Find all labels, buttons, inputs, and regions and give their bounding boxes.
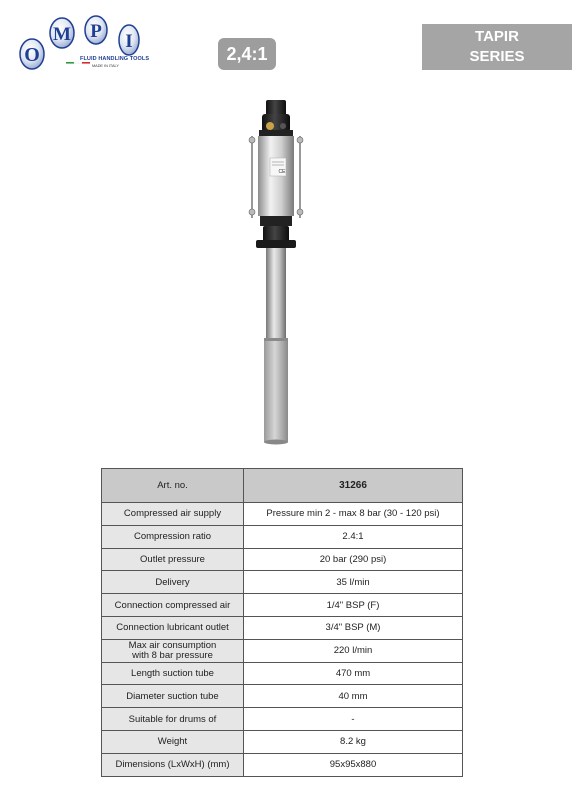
series-label: SERIES bbox=[469, 48, 525, 65]
logo-letter-m: M bbox=[53, 24, 71, 45]
spec-label-line2: with 8 bar pressure bbox=[132, 649, 213, 661]
spec-label: Outlet pressure bbox=[102, 548, 244, 571]
spec-row-compression-ratio bbox=[102, 525, 463, 548]
spec-header-label: Art. no. bbox=[102, 469, 244, 503]
logo-letter-p: P bbox=[90, 21, 102, 42]
logo-letter-i: I bbox=[125, 31, 133, 52]
spec-label: Connection compressed air bbox=[102, 594, 244, 617]
logo-tagline: FLUID HANDLING TOOLS bbox=[80, 56, 150, 62]
spec-row-drums bbox=[102, 708, 463, 731]
spec-table bbox=[101, 468, 463, 777]
spec-label: Dimensions (LxWxH) (mm) bbox=[102, 753, 244, 776]
spec-value: 2.4:1 bbox=[244, 525, 463, 548]
spec-value: 95x95x880 bbox=[244, 753, 463, 776]
spec-value: 3/4" BSP (M) bbox=[244, 616, 463, 639]
spec-label: Delivery bbox=[102, 571, 244, 594]
spec-value: 8.2 kg bbox=[244, 730, 463, 753]
spec-row-connection-air bbox=[102, 594, 463, 617]
spec-label: Compression ratio bbox=[102, 525, 244, 548]
spec-value: 470 mm bbox=[244, 662, 463, 685]
pump-image bbox=[230, 90, 320, 452]
spec-row-weight bbox=[102, 730, 463, 753]
spec-row-air-consumption bbox=[102, 639, 463, 662]
spec-label: Length suction tube bbox=[102, 662, 244, 685]
spec-row-delivery bbox=[102, 571, 463, 594]
spec-label-line1: Max air consumption bbox=[128, 639, 217, 651]
series-box bbox=[422, 24, 572, 70]
spec-row-connection-outlet bbox=[102, 616, 463, 639]
ompi-logo bbox=[14, 14, 149, 74]
spec-label: Compressed air supply bbox=[102, 503, 244, 526]
article-number: 31266 bbox=[244, 469, 463, 503]
spec-label bbox=[102, 639, 244, 662]
spec-value: 1/4" BSP (F) bbox=[244, 594, 463, 617]
spec-header-row bbox=[102, 469, 463, 503]
series-name: TAPIR bbox=[475, 28, 519, 45]
spec-row-air-supply bbox=[102, 503, 463, 526]
spec-value: Pressure min 2 - max 8 bar (30 - 120 psi) bbox=[244, 503, 463, 526]
spec-label: Connection lubricant outlet bbox=[102, 616, 244, 639]
spec-label: Diameter suction tube bbox=[102, 685, 244, 708]
ratio-badge: 2,4:1 bbox=[218, 38, 276, 70]
spec-row-outlet-pressure bbox=[102, 548, 463, 571]
spec-value: 220 l/min bbox=[244, 639, 463, 662]
spec-label: Weight bbox=[102, 730, 244, 753]
spec-row-dimensions bbox=[102, 753, 463, 776]
spec-value: - bbox=[244, 708, 463, 731]
spec-value: 40 mm bbox=[244, 685, 463, 708]
logo-made-in: MADE IN ITALY bbox=[92, 64, 119, 68]
spec-value: 20 bar (290 psi) bbox=[244, 548, 463, 571]
spec-label: Suitable for drums of bbox=[102, 708, 244, 731]
spec-row-length-tube bbox=[102, 662, 463, 685]
logo-letter-o: O bbox=[24, 44, 40, 66]
spec-row-diameter-tube bbox=[102, 685, 463, 708]
spec-value: 35 l/min bbox=[244, 571, 463, 594]
pump-ce-mark: CE bbox=[278, 169, 286, 175]
